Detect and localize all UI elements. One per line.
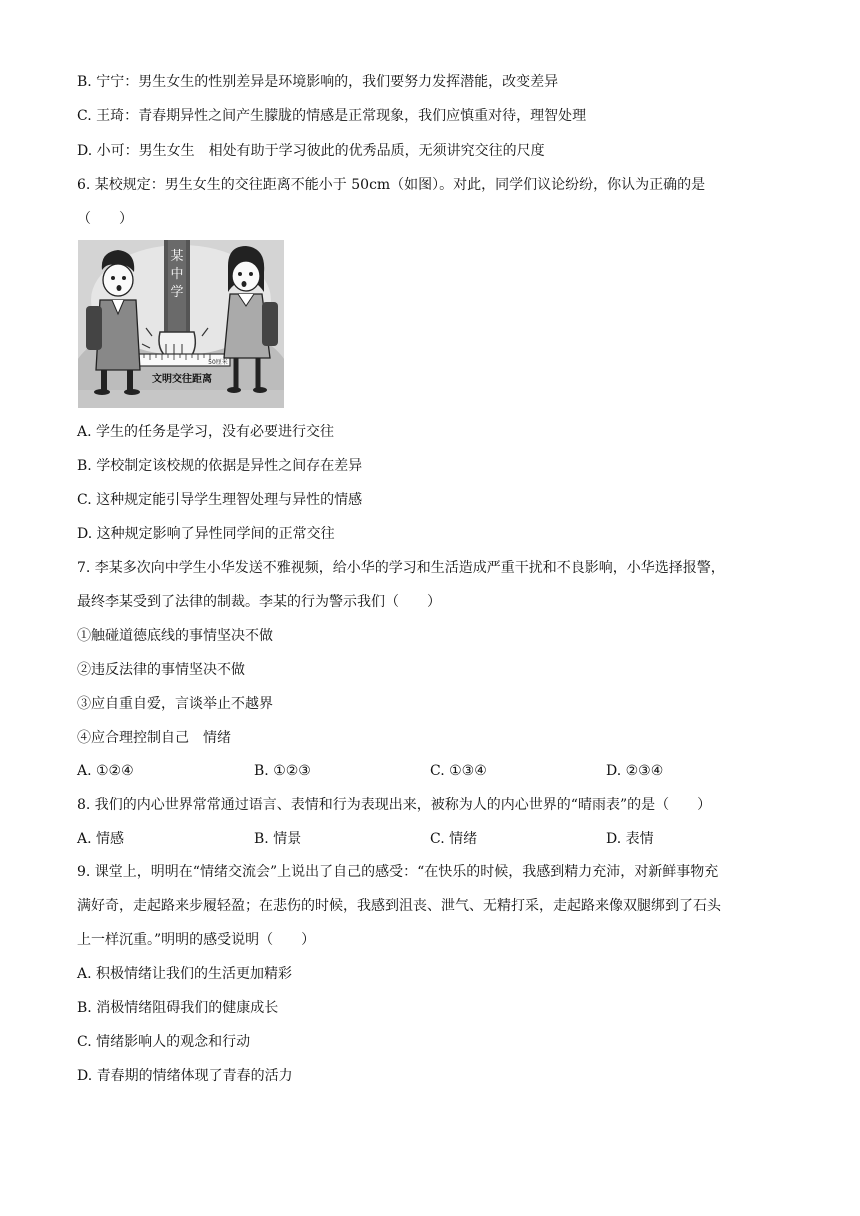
q6-cartoon-figure [78,240,284,408]
q6-option-b: B. 学校制定该校规的依据是异性之间存在差异 [77,458,363,474]
q8-option-d: D. 表情 [606,831,654,847]
q7-option-d: D. ②③④ [606,763,664,779]
q7-stem-line2: 最终李某受到了法律的制裁。李某的行为警示我们（ ） [77,594,441,610]
q6-option-d: D. 这种规定影响了异性同学间的正常交往 [77,526,335,542]
q7-item-4: ④应合理控制自己 情绪 [77,730,231,746]
sign-char-2: 中 [170,267,184,282]
q8-stem: 8. 我们的内心世界常常通过语言、表情和行为表现出来，被称为人的内心世界的“晴雨表”的是（ ） [77,797,712,813]
q5-option-b: B. 宁宁：男生女生的性别差异是环境影响的，我们要努力发挥潜能，改变差异 [77,74,559,90]
q6-answer-paren: （ ） [77,211,133,227]
sign-char-1: 某 [170,249,184,264]
school-sign-post [164,240,190,340]
q7-item-1: ①触碰道德底线的事情坚决不做 [77,628,273,644]
q9-stem-line2: 满好奇，走起路来步履轻盈；在悲伤的时候，我感到沮丧、泄气、无精打采，走起路来像双腿绑到了石头 [77,898,721,914]
q9-option-c: C. 情绪影响人的观念和行动 [77,1034,251,1050]
q7-item-3: ③应自重自爱，言谈举止不越界 [77,696,273,712]
q9-option-d: D. 青春期的情绪体现了青春的活力 [77,1068,293,1084]
q9-option-a: A. 积极情绪让我们的生活更加精彩 [77,966,293,982]
figure-caption: 文明交往距离 [152,374,212,385]
q9-stem-line1: 9. 课堂上，明明在“情绪交流会”上说出了自己的感受：“在快乐的时候，我感到精力充沛，对新鲜事物充 [77,864,719,880]
q6-stem: 6. 某校规定：男生女生的交往距离不能小于 50cm（如图）。对此，同学们议论纷纷，你认为正确的是 [77,177,706,193]
q9-stem-line3: 上一样沉重。”明明的感受说明（ ） [77,932,316,948]
q9-option-b: B. 消极情绪阻碍我们的健康成长 [77,1000,279,1016]
q6-option-c: C. 这种规定能引导学生理智处理与异性的情感 [77,492,363,508]
q7-option-b: B. ①②③ [254,763,311,779]
q5-option-d: D. 小可：男生女生 相处有助于学习彼此的优秀品质，无须讲究交往的尺度 [77,143,545,159]
q8-option-b: B. 情景 [254,831,302,847]
q7-option-c: C. ①③④ [430,763,487,779]
q5-option-c: C. 王琦：青春期异性之间产生朦胧的情感是正常现象，我们应慎重对待，理智处理 [77,108,587,124]
q7-option-a: A. ①②④ [77,763,134,779]
q7-item-2: ②违反法律的事情坚决不做 [77,662,245,678]
q8-option-c: C. 情绪 [430,831,478,847]
q8-option-a: A. 情感 [77,831,125,847]
ruler [138,354,230,366]
ruler-label: 50厘米 [208,359,228,366]
q6-option-a: A. 学生的任务是学习，没有必要进行交往 [77,424,335,440]
q7-stem-line1: 7. 李某多次向中学生小华发送不雅视频，给小华的学习和生活造成严重干扰和不良影响，小华选择报警， [77,560,725,576]
sign-char-3: 学 [170,285,184,300]
